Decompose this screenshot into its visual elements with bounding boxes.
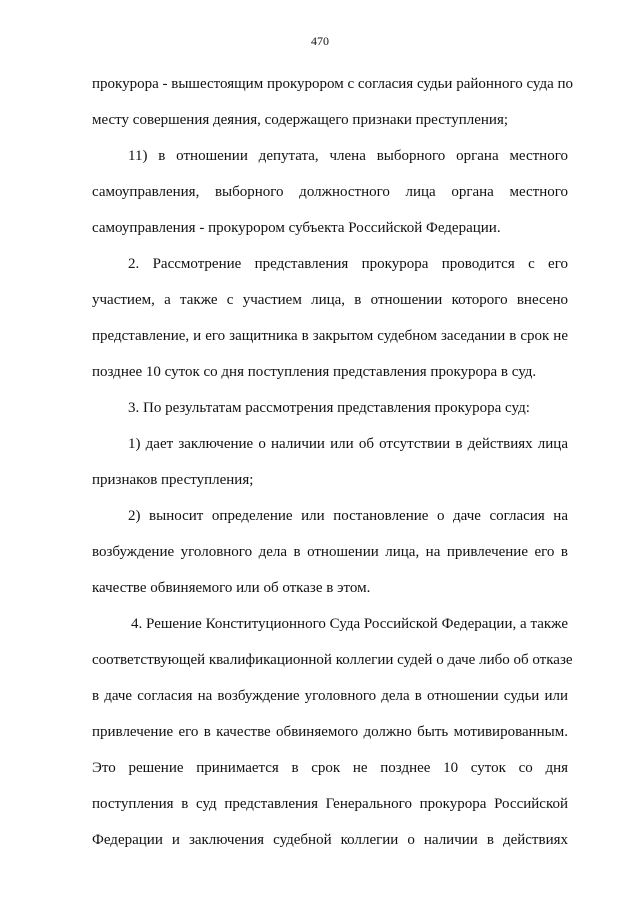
text-line: 2. Рассмотрение представления прокурора проводится с его — [128, 256, 568, 272]
text-line: 1) дает заключение о наличии или об отсутствии в действиях лица — [128, 436, 568, 452]
text-line: представление, и его защитника в закрытом судебном заседании в срок не — [92, 328, 568, 344]
text-line: качестве обвиняемого или об отказе в этом. — [92, 580, 371, 596]
text-line: привлечение его в качестве обвиняемого должно быть мотивированным. — [92, 724, 568, 740]
text-line: возбуждение уголовного дела в отношении лица, на привлечение его в — [92, 544, 568, 560]
text-line: участием, а также с участием лица, в отношении которого внесено — [92, 292, 568, 308]
text-line: соответствующей квалификационной коллегии судей о даче либо об отказе — [92, 652, 573, 668]
text-line: признаков преступления; — [92, 472, 254, 488]
text-line: 4. Решение Конституционного Суда Российской Федерации, а также — [131, 616, 568, 632]
document-body — [92, 74, 574, 866]
text-line: самоуправления, выборного должностного лица органа местного — [92, 184, 568, 200]
text-line: 11) в отношении депутата, члена выборного органа местного — [128, 148, 568, 164]
text-line: 3. По результатам рассмотрения представления прокурора суд: — [128, 400, 530, 416]
text-line: Это решение принимается в срок не позднее 10 суток со дня — [92, 760, 568, 776]
page-number: 470 — [311, 34, 329, 48]
text-line: прокурора - вышестоящим прокурором с согласия судьи районного суда по — [92, 76, 574, 92]
text-line: 2) выносит определение или постановление о даче согласия на — [128, 508, 568, 524]
text-line: самоуправления - прокурором субъекта Российской Федерации. — [92, 220, 501, 236]
text-line: Федерации и заключения судебной коллегии о наличии в действиях — [92, 832, 568, 848]
text-line: поступления в суд представления Генерального прокурора Российской — [92, 796, 568, 812]
text-line: позднее 10 суток со дня поступления представления прокурора в суд. — [92, 364, 537, 380]
text-line: месту совершения деяния, содержащего признаки преступления; — [92, 112, 509, 128]
text-line: в даче согласия на возбуждение уголовного дела в отношении судьи или — [92, 688, 568, 704]
